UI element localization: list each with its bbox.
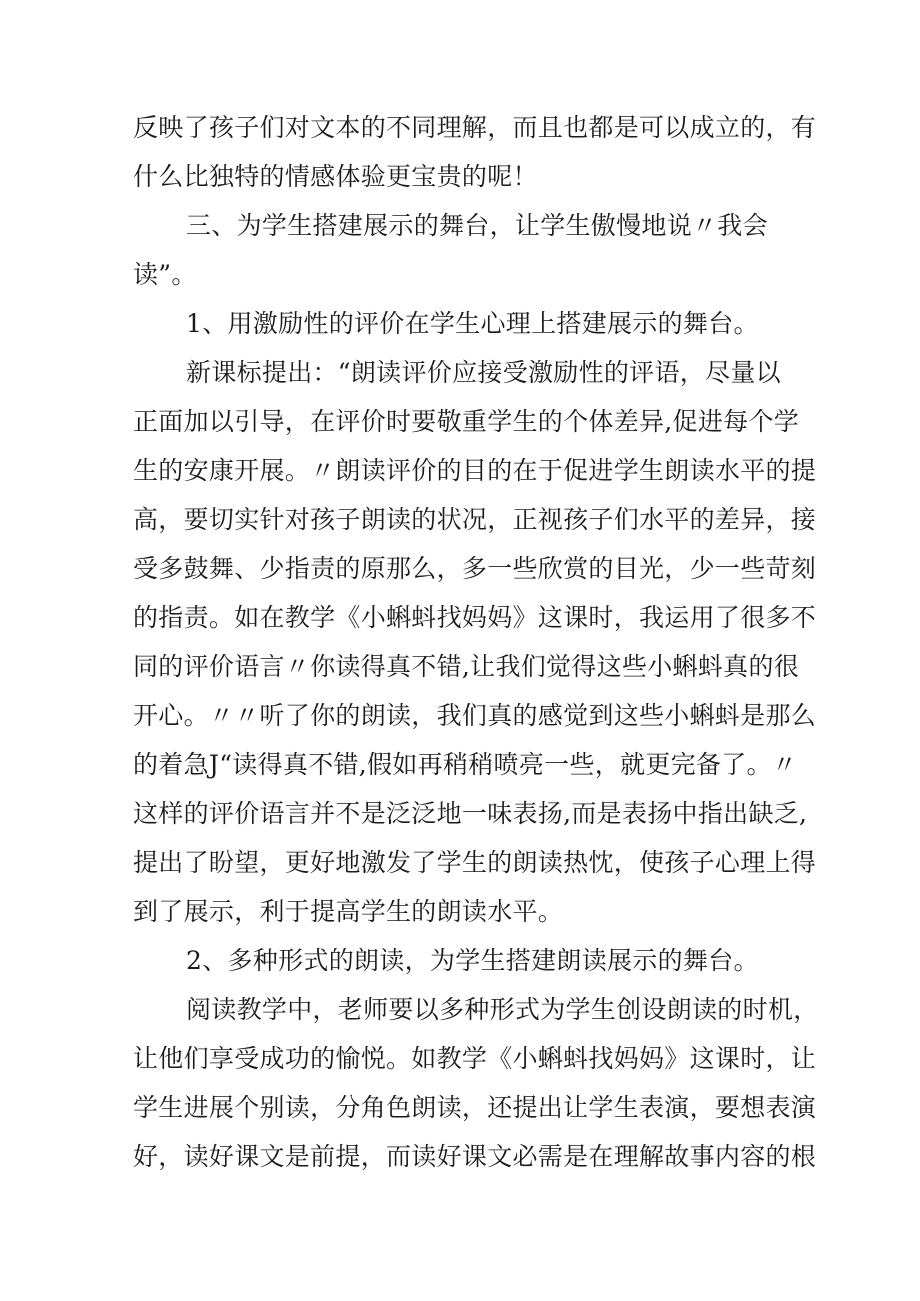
text-line: 开心。〃〃听了你的朗读，我们真的感觉到这些小蝌蚪是那么 bbox=[133, 701, 817, 730]
text-line: 学生进展个别读，分角色朗读，还提出让学生表演，要想表演 bbox=[133, 1093, 817, 1122]
text-line: 生的安康开展。〃朗读评价的目的在于促进学生朗读水平的提 bbox=[133, 456, 817, 485]
text-line: 好，读好课文是前提，而读好课文必需是在理解故事内容的根 bbox=[133, 1142, 817, 1171]
section-heading: 三、为学生搭建展示的舞台，让学生傲慢地说〃我会 bbox=[186, 211, 768, 240]
text-line: 高，要切实针对孩子朗读的状况，正视孩子们水平的差异，接 bbox=[133, 505, 817, 534]
text-line: 的指责。如在教学《小蝌蚪找妈妈》这课时，我运用了很多不 bbox=[133, 603, 817, 632]
text-line: 什么比独特的情感体验更宝贵的呢！ bbox=[133, 162, 538, 191]
text-line: 让他们享受成功的愉悦。如教学《小蝌蚪找妈妈》这课时，让 bbox=[133, 1044, 817, 1073]
text-line: 读”。 bbox=[133, 260, 197, 289]
paragraph-start: 阅读教学中，老师要以多种形式为学生创设朗读的时机， bbox=[186, 995, 819, 1024]
text-line: 正面加以引导，在评价时要敬重学生的个体差异,促进每个学 bbox=[133, 407, 800, 436]
text-line: 到了展示，利于提高学生的朗读水平。 bbox=[133, 897, 564, 926]
text-line: 反映了孩子们对文本的不同理解，而且也都是可以成立的，有 bbox=[133, 113, 817, 142]
paragraph-start: 新课标提出：“朗读评价应接受激励性的评语，尽量以 bbox=[186, 358, 781, 387]
text-line: 提出了盼望，更好地激发了学生的朗读热忱，使孩子心理上得 bbox=[133, 848, 817, 877]
text-line: 同的评价语言〃你读得真不错,让我们觉得这些小蝌蚪真的很 bbox=[133, 652, 800, 681]
subsection-heading: 2、多种形式的朗读，为学生搭建朗读展示的舞台。 bbox=[186, 946, 759, 975]
text-line: 这样的评价语言并不是泛泛地一味表扬,而是表扬中指出缺乏, bbox=[133, 799, 808, 828]
text-line: 受多鼓舞、少指责的原那么，多一些欣赏的目光，少一些苛刻 bbox=[133, 554, 817, 583]
subsection-heading: 1、用激励性的评价在学生心理上搭建展示的舞台。 bbox=[186, 309, 759, 338]
text-line: 的着急J“读得真不错,假如再稍稍喷亮一些，就更完备了。〃 bbox=[133, 750, 798, 779]
